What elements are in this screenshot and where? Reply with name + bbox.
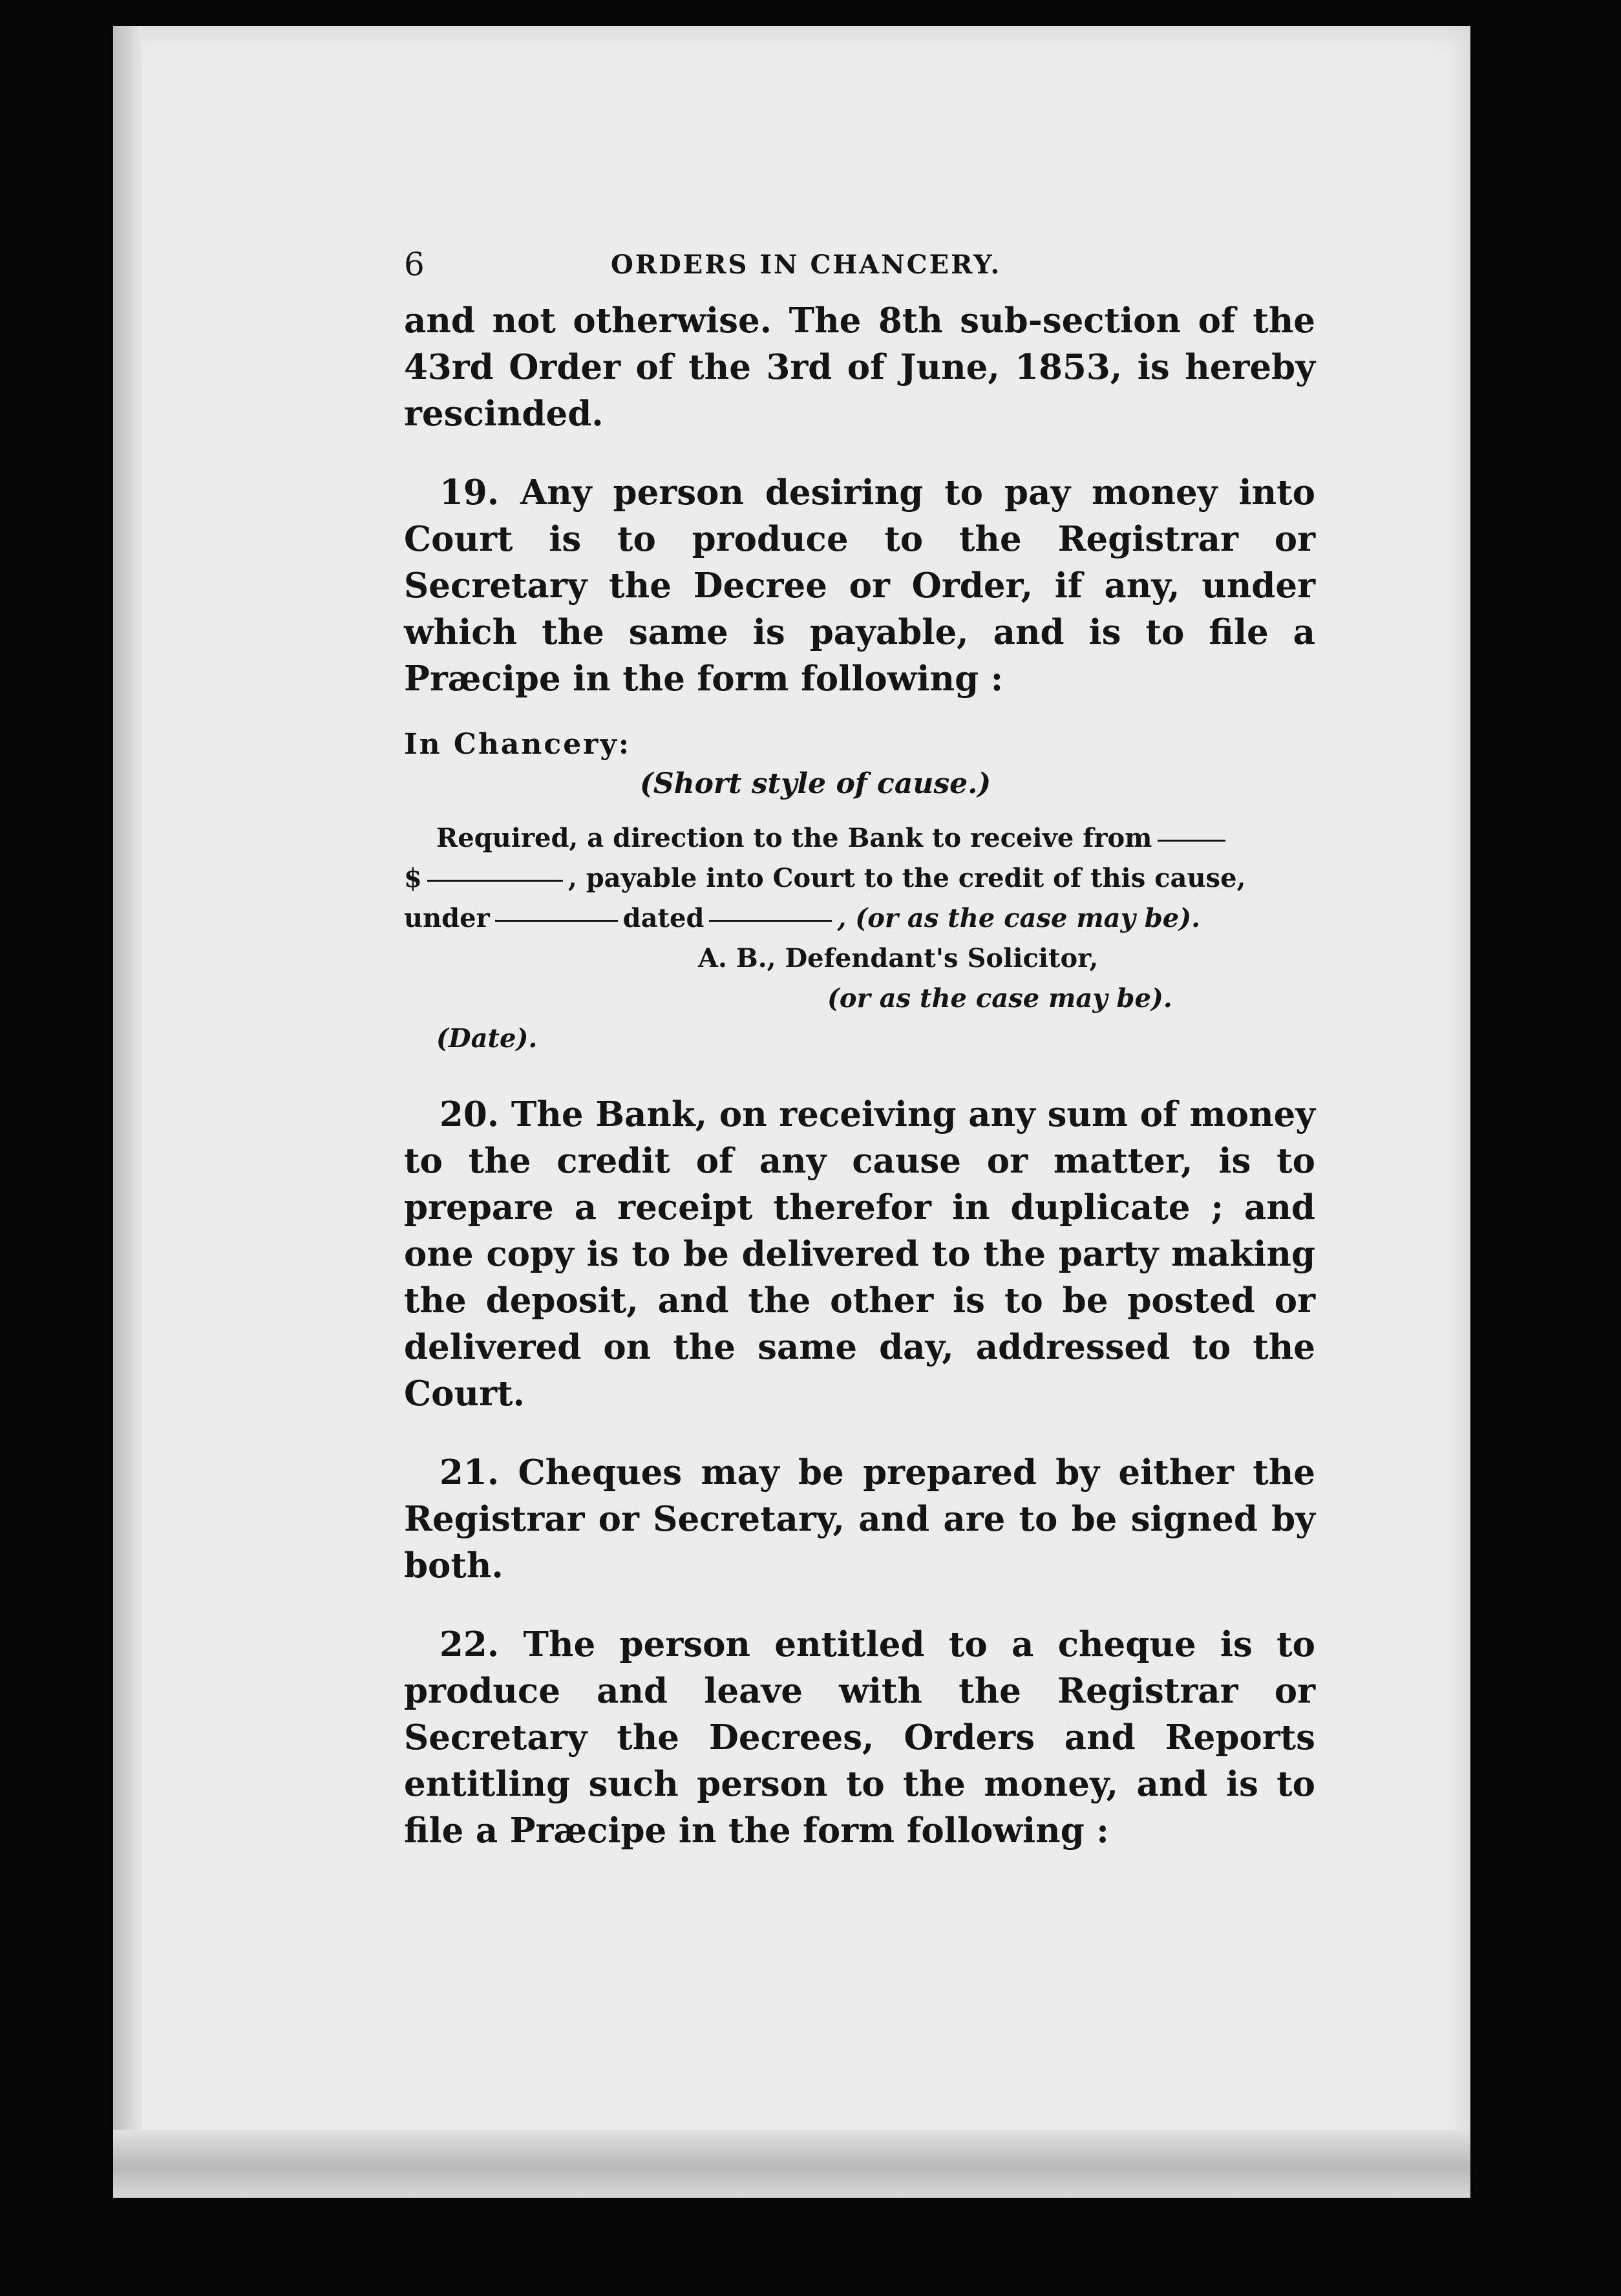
form-date: (Date). [436,1023,538,1054]
form-line-2 [404,858,1315,898]
form-line-1-text: Required, a direction to the Bank to receive from [436,823,1152,853]
blank-line [1158,840,1225,842]
page-header [404,246,1315,297]
page-bottom-edge [113,2130,1470,2198]
form-line-3 [404,898,1315,939]
form-dated-label: dated [622,903,705,933]
form-line-1 [404,818,1315,858]
page-content [404,246,1315,1854]
form-line-2-text: , payable into Court to the credit of this cause, [567,863,1246,893]
paragraph-22: 22. The person entitled to a cheque is to produce and leave with the Registrar or Secretary the Decrees, Orders and Reports entitling such person to the money, and is to file a Præcipe in the form following : [404,1624,1315,1851]
blank-line [427,880,563,882]
form-signature: A. B., Defendant's Solicitor, [698,943,1099,973]
page-left-edge [113,26,142,2198]
blank-line [709,920,832,922]
form-style-of-cause: (Short style of cause.) [640,767,991,800]
form-dollar-sign: $ [404,863,422,893]
paragraph-20: 20. The Bank, on receiving any sum of money to the credit of any cause or matter, is to prepare a receipt therefor in duplicate ; and one copy is to be delivered to the party making the deposit, and the other is to be posted or delivered on the same day, addressed to the Court. [404,1094,1315,1414]
form-heading: In Chancery: [404,728,631,761]
paragraph-18-continuation: and not otherwise. The 8th sub-section of the 43rd Order of the 3rd of June, 1853, is hereby rescinded. [404,301,1315,434]
paragraph-21: 21. Cheques may be prepared by either the Registrar or Secretary, and are to be signed by both. [404,1452,1315,1586]
running-title: ORDERS IN CHANCERY. [611,250,1002,280]
document-page [113,26,1470,2198]
praecipe-form [404,818,1315,1059]
page-number: 6 [404,246,425,283]
form-under-label: under [404,903,490,933]
blank-line [495,920,618,922]
form-signature-alt: (or as the case may be). [827,983,1172,1014]
paragraph-19: 19. Any person desiring to pay money into Court is to produce to the Registrar or Secretary the Decree or Order, if any, under which the same is payable, and is to file a Præcipe in the form following : [404,473,1315,699]
form-line-3-text: , (or as the case may be). [837,903,1201,933]
